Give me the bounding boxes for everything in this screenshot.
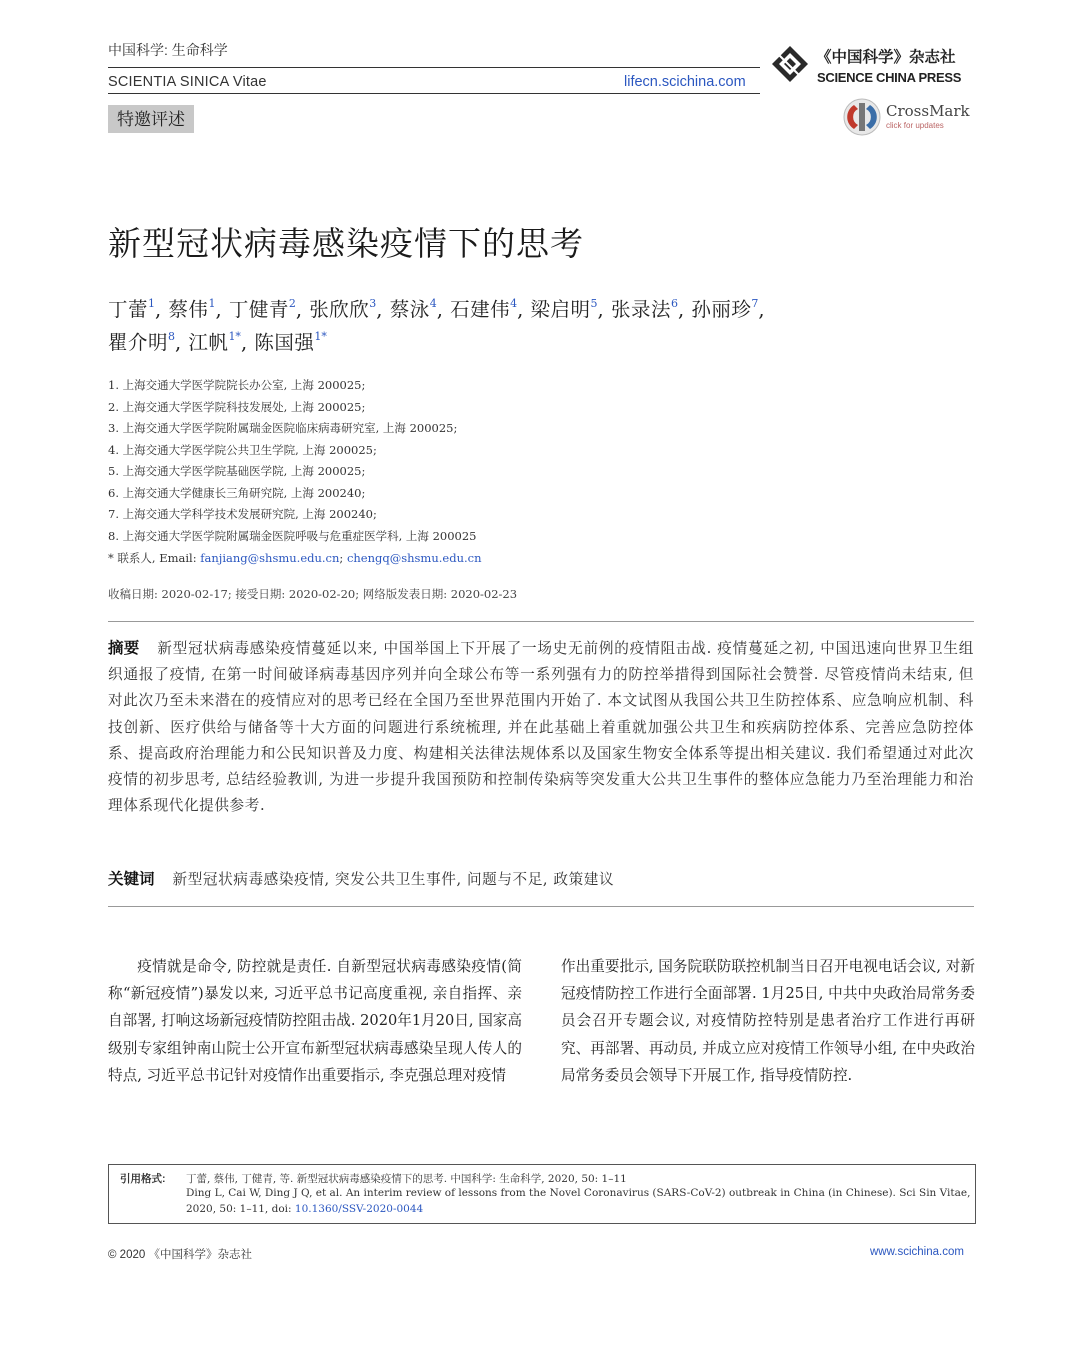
publisher-name-cn: 《中国科学》杂志社 (816, 47, 956, 66)
publisher-logo-icon (770, 44, 810, 84)
author-affiliation-ref[interactable]: 2 (288, 297, 296, 310)
abstract (108, 636, 974, 819)
affiliation: 2. 上海交通大学医学院科技发展处, 上海 200025; (108, 400, 366, 414)
author: 江帆 (188, 331, 229, 354)
author-affiliation-ref[interactable]: 6 (670, 297, 678, 310)
author-affiliation-ref[interactable]: 3 (369, 297, 377, 310)
body-column-left: 疫情就是命令, 防控就是责任. 自新型冠状病毒感染疫情(简称“新冠疫情”)暴发以来, 习近平总书记高度重视, 亲自指挥、亲自部署, 打响这场新冠疫情防控阻击战. 2020年1月20日, 国家高级别专家组钟南山院士公开宣布新型冠状病毒感染呈现人传人的特点, 习近平总书记针对疫情作出重要指示, 李克强总理对疫情 (108, 958, 522, 1084)
affiliation: 1. 上海交通大学医学院院长办公室, 上海 200025; (108, 378, 366, 392)
copyright: © 2020 《中国科学》杂志社 (108, 1249, 252, 1261)
keywords-text: 新型冠状病毒感染疫情, 突发公共卫生事件, 问题与不足, 政策建议 (172, 871, 615, 888)
affiliation: 4. 上海交通大学医学院公共卫生学院, 上海 200025; (108, 443, 377, 457)
article-category-tag: 特邀评述 (108, 105, 194, 133)
publisher-name-en: SCIENCE CHINA PRESS (817, 70, 962, 85)
article-title: 新型冠状病毒感染疫情下的思考 (108, 224, 584, 263)
citation-en: Ding L, Cai W, Ding J Q, et al. An interim review of lessons from the Novel Coronavirus (SARS-CoV-2) outbreak in China (in Chinese). Sci Sin Vitae, (186, 1187, 971, 1199)
footer-site-link[interactable]: www.scichina.com (870, 1246, 964, 1258)
affiliation: 3. 上海交通大学医学院附属瑞金医院临床病毒研究室, 上海 200025; (108, 421, 458, 435)
journal-name-en: SCIENTIA SINICA Vitae (108, 74, 267, 90)
crossmark-icon[interactable] (842, 97, 882, 137)
keywords-label: 关键词 (108, 871, 155, 888)
contact-label: * 联系人, Email: (108, 551, 197, 565)
citation-label: 引用格式: (120, 1173, 166, 1185)
author-affiliation-ref[interactable]: 1 (148, 297, 156, 310)
author: 张录法 (610, 298, 671, 321)
citation-volume: 2020, 50: 1–11, doi: (186, 1203, 292, 1215)
author: 石建伟 (450, 298, 511, 321)
email-link[interactable]: fanjiang@shsmu.edu.cn (200, 551, 340, 565)
divider (108, 621, 974, 622)
journal-name-cn: 中国科学: 生命科学 (108, 42, 228, 58)
author: 丁健青 (228, 298, 289, 321)
author: 蔡泳 (389, 298, 430, 321)
author: 蔡伟 (168, 298, 209, 321)
author: 孙丽珍 (691, 298, 752, 321)
doi-link[interactable]: 10.1360/SSV-2020-0044 (294, 1203, 424, 1215)
author-affiliation-ref[interactable]: 8 (168, 330, 176, 343)
email-link[interactable]: chengq@shsmu.edu.cn (346, 551, 482, 565)
contact-info (108, 550, 481, 566)
article-dates: 收稿日期: 2020-02-17; 接受日期: 2020-02-20; 网络版发表日期: 2020-02-23 (108, 587, 518, 601)
abstract-label: 摘要 (108, 640, 140, 657)
author-affiliation-ref[interactable]: 1* (314, 330, 327, 343)
affiliation: 8. 上海交通大学医学院附属瑞金医院呼吸与危重症医学科, 上海 200025 (108, 529, 477, 543)
author: 丁蕾 (108, 298, 149, 321)
author-affiliation-ref[interactable]: 1* (228, 330, 241, 343)
citation-en-cont (186, 1203, 423, 1215)
body-column-right: 作出重要批示, 国务院联防联控机制当日召开电视电话会议, 对新冠疫情防控工作进行全面部署. 1月25日, 中共中央政治局常务委员会召开专题会议, 对疫情防控特别是患者治疗工作进行再研究、再部署、再动员, 并成立应对疫情工作领导小组, 在中央政治局常务委员会领导下开展工作, 指导疫情防控. (561, 958, 975, 1084)
author: 梁启明 (530, 298, 591, 321)
author-list-line-2: 瞿介明$^8$, 江帆$^{1*}$, 陈国强$^{1*}$ (108, 330, 327, 354)
author-affiliation-ref[interactable]: 7 (751, 297, 759, 310)
divider (108, 906, 974, 907)
author: 瞿介明 (108, 331, 169, 354)
crossmark-sublabel[interactable]: click for updates (886, 121, 944, 130)
author-affiliation-ref[interactable]: 4 (510, 297, 518, 310)
header-rule-lower (108, 93, 760, 94)
affiliation: 5. 上海交通大学医学院基础医学院, 上海 200025; (108, 464, 366, 478)
author-list-line-1: 丁蕾$^1$, 蔡伟$^1$, 丁健青$^2$, 张欣欣$^3$, 蔡泳$^4$, 石建伟$^4$, 梁启明$^5$, 张录法$^6$, 孙丽珍$^7$, (108, 297, 766, 321)
keywords (108, 867, 614, 889)
author-affiliation-ref[interactable]: 4 (429, 297, 437, 310)
crossmark-label[interactable]: CrossMark (886, 102, 970, 120)
email-separator: ; (339, 551, 344, 565)
header-rule (108, 67, 760, 68)
author: 陈国强 (254, 331, 315, 354)
author-affiliation-ref[interactable]: 5 (590, 297, 598, 310)
abstract-text: 新型冠状病毒感染疫情蔓延以来, 中国举国上下开展了一场史无前例的疫情阻击战. 疫情蔓延之初, 中国迅速向世界卫生组织通报了疫情, 在第一时间破译病毒基因序列并向全球公布等一系列强有力的防控举措得到国际社会赞誉. 尽管疫情尚未结束, 但对此次乃至未来潜在的疫情应对的思考已经在全国乃至世界范围内开始了. 本文试图从我国公共卫生防控体系、应急响应机制、科技创新、医疗供给与储备等十大方面的问题进行系统梳理, 并在此基础上着重就加强公共卫生和疾病防控体系、完善应急防控体系、提高政府治理能力和公民知识普及力度、构建相关法律法规体系以及国家生物安全体系等提出相关建议. 我们希望通过对此次疫情的初步思考, 总结经验教训, 为进一步提升我国预防和控制传染病等突发重大公共卫生事件的整体应急能力乃至治理能力和治理体系现代化提供参考. (108, 640, 974, 815)
citation-cn: 丁蕾, 蔡伟, 丁健青, 等. 新型冠状病毒感染疫情下的思考. 中国科学: 生命科学, 2020, 50: 1–11 (186, 1173, 627, 1185)
affiliation: 7. 上海交通大学科学技术发展研究院, 上海 200240; (108, 507, 377, 521)
author: 张欣欣 (309, 298, 370, 321)
author-affiliation-ref[interactable]: 1 (208, 297, 216, 310)
journal-site-link[interactable]: lifecn.scichina.com (624, 74, 746, 90)
affiliation: 6. 上海交通大学健康长三角研究院, 上海 200240; (108, 486, 366, 500)
